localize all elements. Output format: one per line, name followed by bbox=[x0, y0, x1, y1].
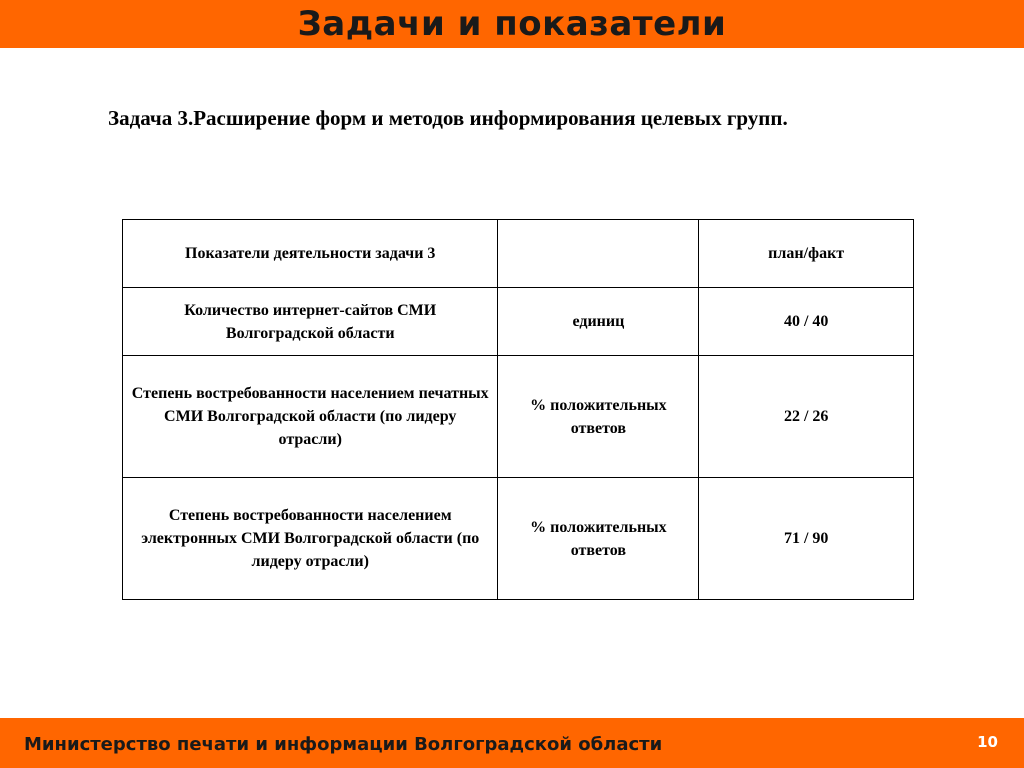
indicator-cell: Количество интернет-сайтов СМИ Волгоградской области bbox=[123, 288, 498, 356]
header-cell-indicator: Показатели деятельности задачи 3 bbox=[123, 220, 498, 288]
indicator-cell: Степень востребованности населением электронных СМИ Волгоградской области (по лидеру отрасли) bbox=[123, 478, 498, 600]
task-heading: Задача 3.Расширение форм и методов информирования целевых групп. bbox=[108, 106, 788, 130]
unit-cell: единиц bbox=[498, 288, 699, 356]
indicator-cell: Степень востребованности населением печатных СМИ Волгоградской области (по лидеру отрасли) bbox=[123, 356, 498, 478]
plan-fact-cell: 40 / 40 bbox=[699, 288, 914, 356]
plan-fact-cell: 71 / 90 bbox=[699, 478, 914, 600]
header-bar bbox=[0, 0, 1024, 48]
plan-fact-cell: 22 / 26 bbox=[699, 356, 914, 478]
unit-cell: % положительных ответов bbox=[498, 478, 699, 600]
table-row bbox=[123, 478, 914, 600]
page-number: 10 bbox=[977, 733, 998, 751]
page-title: Задачи и показатели bbox=[297, 4, 727, 44]
header-cell-plan-fact: план/факт bbox=[699, 220, 914, 288]
table-row bbox=[123, 288, 914, 356]
header-cell-unit bbox=[498, 220, 699, 288]
organization-name: Министерство печати и информации Волгоградской области bbox=[24, 734, 663, 755]
unit-cell: % положительных ответов bbox=[498, 356, 699, 478]
table-header-row bbox=[123, 220, 914, 288]
indicators-table bbox=[122, 219, 914, 600]
table-row bbox=[123, 356, 914, 478]
footer-bar bbox=[0, 718, 1024, 768]
